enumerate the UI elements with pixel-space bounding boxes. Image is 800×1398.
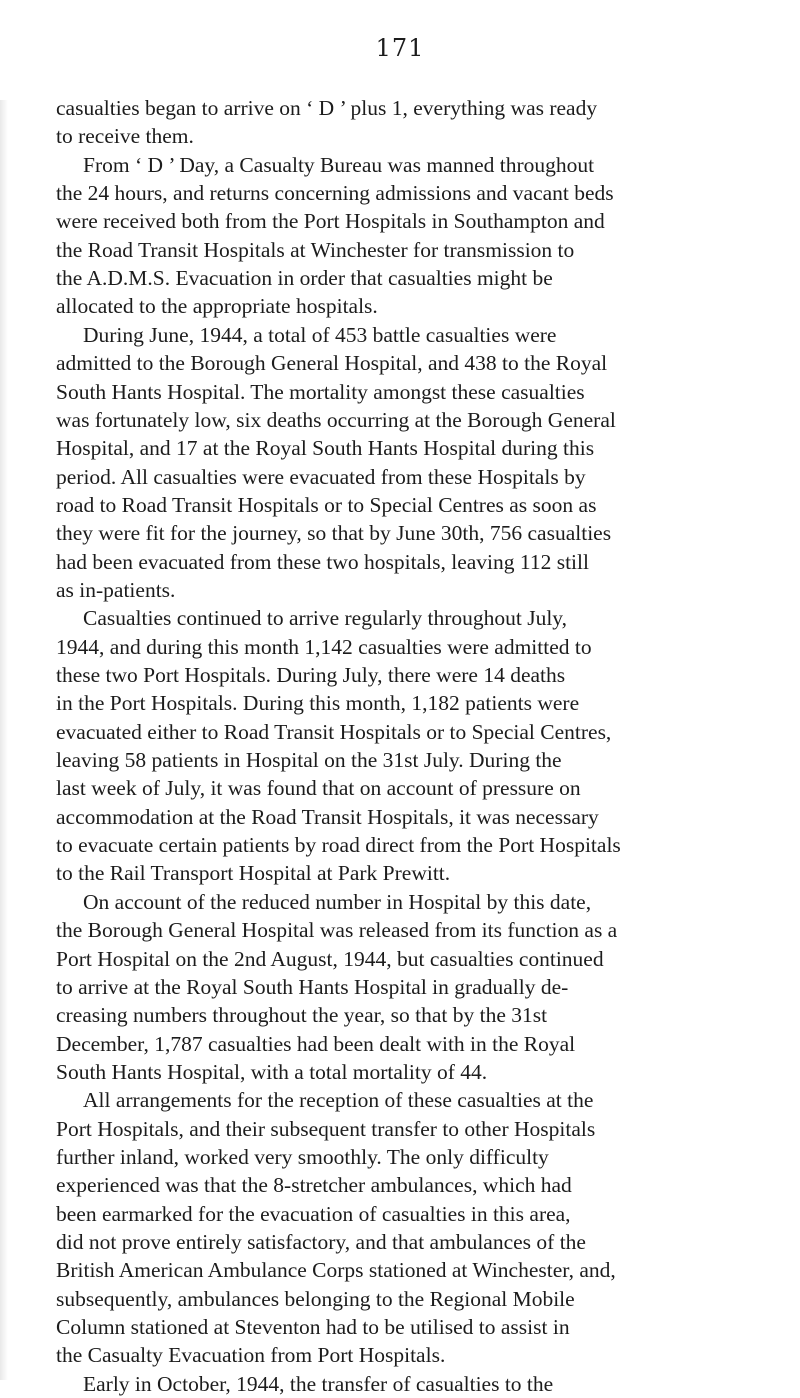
- text-line: was fortunately low, six deaths occurring at the Borough General: [56, 407, 616, 432]
- text-line: Port Hospital on the 2nd August, 1944, but casualties continued: [56, 946, 604, 971]
- text-line: British American Ambulance Corps stationed at Winchester, and,: [56, 1258, 616, 1283]
- text-line: these two Port Hospitals. During July, there were 14 deaths: [56, 663, 566, 687]
- text-line: the Road Transit Hospitals at Winchester for transmission to: [56, 237, 575, 262]
- text-line: From ‘ D ’ Day, a Casualty Bureau was manned throughout: [83, 152, 595, 177]
- text-line: Early in October, 1944, the transfer of casualties to the: [83, 1371, 554, 1396]
- text-line: During June, 1944, a total of 453 battle casualties were: [83, 322, 557, 347]
- page-edge-shadow: [0, 100, 8, 1380]
- text-line: Casualties continued to arrive regularly throughout July,: [83, 606, 568, 631]
- text-line: subsequently, ambulances belonging to the Regional Mobile: [56, 1286, 575, 1311]
- text-line: as in-patients.: [56, 577, 176, 602]
- text-line: December, 1,787 casualties had been dealt with in the Royal: [56, 1031, 576, 1056]
- text-line: to receive them.: [56, 124, 194, 149]
- text-line: were received both from the Port Hospitals in Southampton and: [56, 209, 605, 234]
- text-line: South Hants Hospital, with a total mortality of 44.: [56, 1059, 488, 1084]
- text-line: creasing numbers throughout the year, so that by the 31st: [56, 1003, 548, 1028]
- text-line: leaving 58 patients in Hospital on the 31st July. During the: [56, 748, 562, 773]
- text-line: experienced was that the 8-stretcher ambulances, which had: [56, 1173, 572, 1198]
- text-line: last week of July, it was found that on account of pressure on: [56, 776, 581, 801]
- text-line: allocated to the appropriate hospitals.: [56, 294, 378, 319]
- text-line: to the Rail Transport Hospital at Park Prewitt.: [56, 861, 451, 886]
- text-line: to arrive at the Royal South Hants Hospital in gradually de-: [56, 974, 569, 999]
- text-line: evacuated either to Road Transit Hospitals or to Special Centres,: [56, 719, 612, 744]
- text-line: Hospital, and 17 at the Royal South Hants Hospital during this: [56, 436, 595, 461]
- text-line: Port Hospitals, and their subsequent transfer to other Hospitals: [56, 1116, 596, 1141]
- text-line: road to Road Transit Hospitals or to Special Centres as soon as: [56, 492, 597, 517]
- text-line: All arrangements for the reception of these casualties at the: [83, 1088, 594, 1113]
- text-line: in the Port Hospitals. During this month, 1,182 patients were: [56, 691, 580, 716]
- text-line: the Borough General Hospital was released from its function as a: [56, 918, 618, 943]
- text-line: 1944, and during this month 1,142 casualties were admitted to: [56, 634, 592, 659]
- text-line: they were fit for the journey, so that by June 30th, 756 casualties: [56, 521, 612, 546]
- text-line: accommodation at the Road Transit Hospitals, it was necessary: [56, 804, 599, 829]
- text-line: had been evacuated from these two hospitals, leaving 112 still: [56, 549, 589, 574]
- text-line: admitted to the Borough General Hospital, and 438 to the Royal: [56, 351, 608, 376]
- text-line: casualties began to arrive on ‘ D ’ plus 1, everything was ready: [56, 96, 598, 120]
- text-line: the Casualty Evacuation from Port Hospitals.: [56, 1343, 446, 1368]
- text-line: period. All casualties were evacuated from these Hospitals by: [56, 464, 586, 489]
- text-line: to evacuate certain patients by road direct from the Port Hospitals: [56, 833, 621, 858]
- text-line: the A.D.M.S. Evacuation in order that casualties might be: [56, 266, 553, 291]
- text-line: South Hants Hospital. The mortality amongst these casualties: [56, 379, 585, 404]
- text-line: Column stationed at Steventon had to be utilised to assist in: [56, 1315, 570, 1340]
- text-line: further inland, worked very smoothly. The only difficulty: [56, 1144, 549, 1169]
- text-line: been earmarked for the evacuation of casualties in this area,: [56, 1201, 571, 1226]
- page-number: 171: [375, 34, 425, 62]
- text-line: the 24 hours, and returns concerning admissions and vacant beds: [56, 181, 614, 206]
- text-line: did not prove entirely satisfactory, and that ambulances of the: [56, 1230, 586, 1254]
- text-line: On account of the reduced number in Hospital by this date,: [83, 889, 592, 914]
